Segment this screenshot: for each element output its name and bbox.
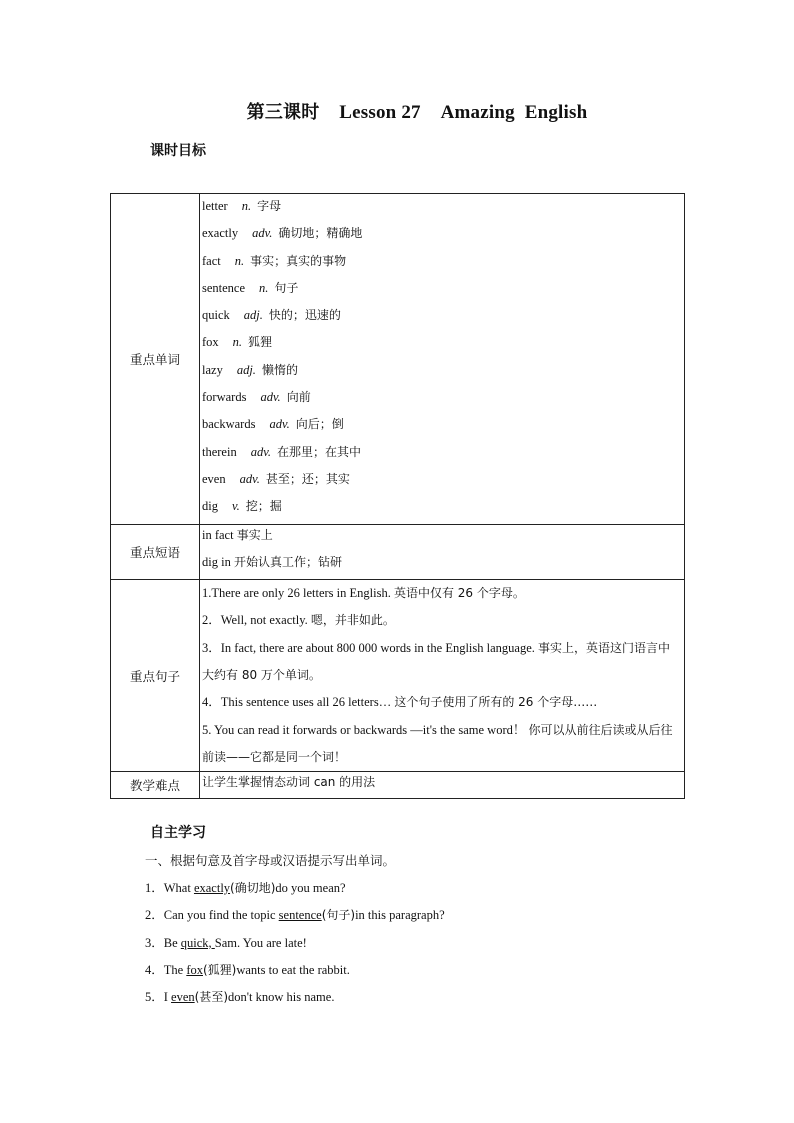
word-term: fox	[202, 335, 219, 350]
phrases-list	[200, 525, 684, 580]
sentence-entry	[200, 635, 680, 690]
word-term: sentence	[202, 280, 246, 295]
lesson-name: Amazing English	[440, 102, 588, 123]
exercise-hint: (确切地)	[230, 881, 276, 895]
word-meaning: 懒惰的	[261, 362, 298, 377]
sentence-chinese: 英语中仅有 26 个字母。	[393, 586, 525, 601]
word-meaning: 向前	[286, 390, 311, 405]
phrases-cell	[200, 524, 685, 580]
sentence-chinese: 事实上，英语这门语言中大约有 80 万个单词。	[202, 640, 671, 683]
exercise-suffix: do you mean?	[275, 881, 346, 895]
word-meaning: 狐狸	[248, 335, 273, 350]
exercise-item	[145, 933, 445, 960]
word-meaning: 句子	[274, 280, 299, 295]
lesson-period: 第三课时	[246, 102, 320, 123]
lesson-number: Lesson 27	[339, 102, 421, 123]
exercise-hint: (句子)	[321, 908, 356, 923]
exercise-answer: sentence	[278, 908, 322, 923]
word-term: therein	[202, 444, 237, 459]
word-term: dig	[202, 499, 218, 514]
exercise-suffix: wants to eat the rabbit.	[236, 962, 350, 977]
word-pos: adv.	[260, 390, 281, 405]
words-row	[111, 194, 685, 525]
words-list	[200, 196, 684, 524]
word-entry	[200, 496, 684, 523]
exercise-prefix: 3．Be	[145, 935, 181, 950]
difficulty-cell	[200, 772, 685, 799]
word-entry	[200, 442, 684, 469]
word-term: forwards	[202, 390, 247, 405]
word-term: lazy	[202, 362, 223, 377]
word-meaning: 在那里；在其中	[276, 444, 361, 459]
self-study-heading: 自主学习	[150, 825, 206, 841]
word-entry	[200, 360, 684, 387]
sentences-label: 重点句子	[111, 580, 200, 772]
exercise-suffix: Sam. You are late!	[214, 935, 307, 950]
word-term: even	[202, 471, 226, 486]
phrases-label: 重点短语	[111, 524, 200, 580]
sentences-row	[111, 580, 685, 772]
words-label: 重点单词	[111, 194, 200, 525]
word-pos: n.	[241, 199, 252, 213]
word-pos: n.	[259, 280, 269, 295]
exercise-list	[145, 878, 445, 1014]
exercise-suffix: don't know his name.	[228, 990, 335, 1005]
exercise-hint: (狐狸)	[202, 962, 237, 977]
difficulty-label: 教学难点	[111, 772, 200, 799]
sentence-chinese: 嗯，并非如此。	[310, 613, 395, 628]
sentences-list	[200, 580, 680, 771]
sentence-chinese: 这个句子使用了所有的 26 个字母……	[394, 695, 598, 710]
sentence-english: 2．Well, not exactly.	[202, 613, 308, 628]
words-cell	[200, 194, 685, 525]
word-entry	[200, 305, 684, 332]
word-entry	[200, 223, 684, 250]
word-meaning: 挖；掘	[245, 499, 282, 514]
phrase-entry	[200, 525, 684, 552]
sentence-english: 4．This sentence uses all 26 letters…	[202, 695, 392, 710]
exercise-item	[145, 987, 445, 1014]
exercise-answer: quick,	[180, 935, 215, 950]
sentence-chinese: 你可以从前往后读或从后往前读——它都是同一个词！	[202, 722, 673, 764]
word-meaning: 确切地；精确地	[278, 226, 363, 241]
exercise-suffix: in this paragraph?	[355, 908, 445, 923]
difficulty-text: 让学生掌握情态动词 can 的用法	[202, 775, 376, 790]
word-entry	[200, 196, 684, 223]
word-entry	[200, 414, 684, 441]
exercise-prefix: 1．What	[145, 881, 194, 895]
word-meaning: 事实；真实的事物	[250, 253, 347, 268]
word-term: fact	[202, 253, 221, 268]
objectives-table	[110, 193, 685, 799]
sentence-entry	[200, 607, 680, 634]
phrase-entry	[200, 552, 684, 579]
word-meaning: 甚至；还；其实	[265, 471, 350, 486]
phrase-chinese: 事实上	[236, 527, 273, 542]
word-term: exactly	[202, 226, 239, 241]
exercise-item	[145, 960, 445, 987]
word-entry	[200, 278, 684, 305]
sentences-cell	[200, 580, 685, 772]
exercise-hint: (甚至)	[194, 990, 229, 1005]
phrase-chinese: 开始认真工作；钻研	[233, 554, 342, 569]
lesson-title	[0, 98, 794, 124]
exercise-answer: fox	[186, 962, 203, 977]
sentence-english: 5. You can read it forwards or backwards —it's the same word！	[202, 722, 526, 737]
objectives-heading: 课时目标	[150, 143, 206, 159]
word-entry	[200, 332, 684, 359]
phrases-row	[111, 524, 685, 580]
word-pos: adv.	[269, 417, 290, 432]
word-entry	[200, 469, 684, 496]
exercise-item	[145, 878, 445, 905]
exercise-prefix: 5．I	[145, 990, 172, 1005]
word-meaning: 向后；倒	[295, 417, 344, 432]
word-term: backwards	[202, 417, 256, 432]
word-meaning: 快的；迅速的	[268, 308, 341, 323]
word-meaning: 字母	[257, 199, 282, 213]
sentence-english: 3．In fact, there are about 800 000 words in the English language.	[202, 640, 535, 655]
exercise-prefix: 2．Can you find the topic	[145, 908, 279, 923]
word-pos: adj.	[243, 308, 263, 323]
word-term: quick	[202, 308, 230, 323]
difficulty-row	[111, 772, 685, 799]
word-pos: adv.	[239, 471, 260, 486]
exercise-answer: exactly	[193, 881, 231, 895]
word-pos: n.	[232, 335, 243, 350]
word-entry	[200, 387, 684, 414]
word-term: letter	[202, 199, 228, 213]
phrase-english: in fact	[202, 527, 234, 542]
word-pos: adv.	[250, 444, 271, 459]
sentence-english: 1.There are only 26 letters in English.	[202, 586, 391, 601]
exercise-instruction: 一、根据句意及首字母或汉语提示写出单词。	[145, 853, 396, 868]
sentence-entry	[200, 689, 680, 716]
word-pos: n.	[234, 253, 245, 268]
word-pos: v.	[231, 499, 240, 514]
word-pos: adj.	[236, 362, 256, 377]
sentence-entry	[200, 717, 680, 772]
exercise-item	[145, 905, 445, 932]
exercise-answer: even	[171, 990, 195, 1005]
word-entry	[200, 251, 684, 278]
phrase-english: dig in	[202, 554, 231, 569]
sentence-entry	[200, 580, 680, 607]
exercise-prefix: 4．The	[145, 962, 187, 977]
word-pos: adv.	[252, 226, 273, 241]
